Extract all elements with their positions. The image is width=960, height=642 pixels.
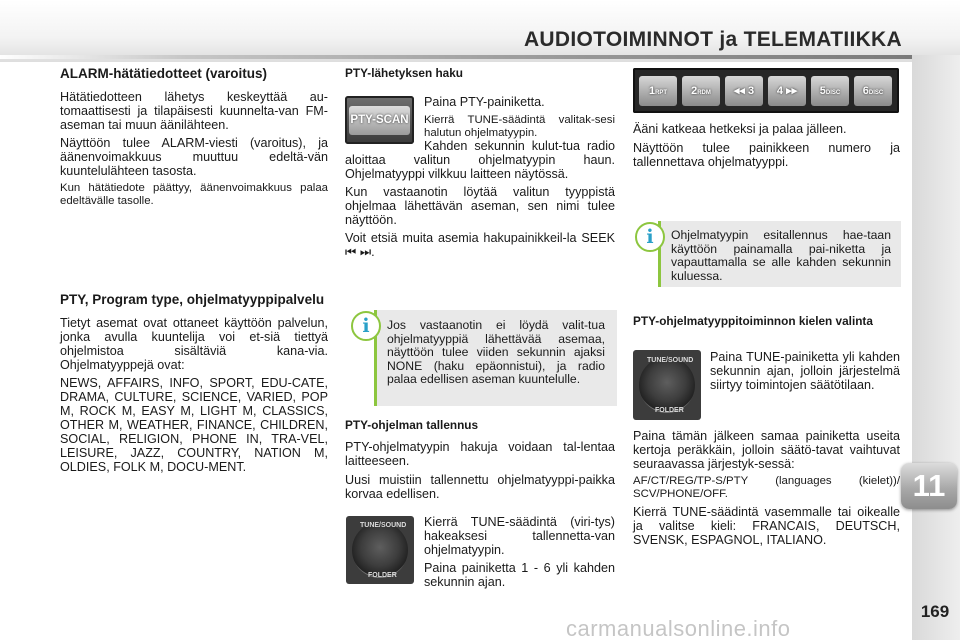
preset-button-4[interactable]: 4 ▸▸ [768, 76, 806, 106]
pty-save-steps [424, 515, 615, 589]
language-section [633, 314, 900, 328]
pty-save-heading: PTY-ohjelman tallennus [345, 418, 479, 432]
search-paragraph-5: Voit etsiä muita asemia hakupainikkeil-la SEEK ⏮ ⏭. [345, 231, 615, 259]
header-rule [0, 55, 912, 59]
pty-type-list: NEWS, AFFAIRS, INFO, SPORT, EDU-CATE, DRAMA, CULTURE, SCIENCE, VARIED, POP M, ROCK M, EASY M, LIGHT M, CLASSICS, OTHER M, WEATHER, FINANCE, CHILDREN, SOCIAL, RELIGION, PHONE IN, TRA-VEL, LEISURE, JAZZ, COUNTRY, NATION M, OLDIES, FOLK M, DOCU-MENT. [60, 376, 328, 474]
right-paragraph-2: Näyttöön tulee painikkeen numero ja tallennettava ohjelmatyyppi. [633, 141, 900, 169]
alarm-paragraph-1: Hätätiedotteen lähetys keskeyttää au-tomaattisesti ja tilapäisesti kuunnelta-van FM-aseman tai muun äänilähteen. [60, 90, 328, 132]
save-step-2: Paina painiketta 1 - 6 yli kahden sekunnin ajan. [424, 561, 615, 589]
preset-button-3[interactable]: ◂◂ 3 [725, 76, 763, 106]
chapter-tab[interactable]: 11 [901, 463, 957, 509]
search-step-1: Paina PTY-painiketta. [424, 95, 545, 109]
knob-label-bottom: FOLDER [655, 407, 684, 414]
right-paragraph-1: Ääni katkeaa hetkeksi ja palaa jälleen. [633, 122, 847, 136]
pty-search-steps [424, 95, 615, 140]
info-box-no-station [374, 310, 617, 406]
alarm-heading: ALARM-hätätiedotteet (varoitus) [60, 66, 268, 81]
save-paragraph-2: Uusi muistiin tallennettu ohjelmatyyppi-paikka korvaa edellisen. [345, 473, 615, 501]
preset-button-1[interactable]: 1RPT [639, 76, 677, 106]
language-sequence: AF/CT/REG/TP-S/PTY (languages (kielet))/ SCV/PHONE/OFF. [633, 475, 900, 500]
info-box-preset [658, 221, 901, 287]
save-step-1: Kierrä TUNE-säädintä (viri-tys) hakeaksesi tallennetta-van ohjelmatyypin. [424, 515, 615, 557]
pty-paragraph-1: Tietyt asemat ovat ottaneet käyttöön palvelun, jonka avulla kuuntelija voi et-siä tiettyä ohjelmistoa sisältäviä kana-via. Ohjelmatyyppejä ovat: [60, 316, 328, 372]
pty-scan-button-image [345, 96, 414, 144]
preset-button-6[interactable]: 6DISC [854, 76, 892, 106]
page-title: AUDIOTOIMINNOT ja TELEMATIIKKA [523, 28, 902, 51]
language-heading: PTY-ohjelmatyyppitoiminnon kielen valinta [633, 314, 873, 328]
middle-column [345, 66, 615, 80]
tune-knob[interactable] [639, 357, 695, 413]
info-icon: i [351, 311, 381, 341]
alarm-paragraph-3: Kun hätätiedote päättyy, äänenvoimakkuus palaa edeltävälle tasolle. [60, 182, 328, 207]
pty-save-section [345, 418, 615, 501]
language-paragraph-1: Paina TUNE-painiketta yli kahden sekunnin ajan, jolloin järjestelmä siirtyy toimintojen säätötilaan. [710, 350, 900, 392]
knob-label-bottom: FOLDER [368, 572, 397, 579]
tune-knob-image-2 [633, 350, 701, 420]
language-paragraph-4: Kierrä TUNE-säädintä vasemmalle tai oikealle ja valitse kieli: FRANCAIS, DEUTSCH, SVENSK, ESPAGNOL, ITALIANO. [633, 505, 900, 547]
search-paragraph-3: Kahden sekunnin kulut-tua radio aloittaa valitun ohjelmatyypin haun. Ohjelmatyyppi vilkkuu laitteen näytössä. [345, 139, 615, 181]
knob-label-top: TUNE/SOUND [647, 357, 694, 364]
pty-search-body [345, 139, 615, 259]
info-icon: i [635, 222, 665, 252]
tune-knob-image [346, 516, 414, 584]
tune-knob[interactable] [352, 522, 408, 578]
preset-button-5[interactable]: 5DISC [811, 76, 849, 106]
save-paragraph-1: PTY-ohjelmatyypin hakuja voidaan tal-lentaa laitteeseen. [345, 440, 615, 468]
page-number: 169 [920, 602, 950, 621]
right-top-text [633, 122, 900, 169]
pty-heading: PTY, Program type, ohjelmatyyppipalvelu [60, 292, 325, 307]
search-paragraph-4: Kun vastaanotin löytää valitun tyyppistä ohjelmaa lähettävän aseman, sen nimi tulee näyttöön. [345, 185, 615, 227]
chapter-sidebar [912, 55, 960, 640]
knob-label-top: TUNE/SOUND [360, 522, 407, 529]
info-text-no-station: Jos vastaanotin ei löydä valit-tua ohjelmatyyppiä lähettävää asemaa, näyttöön tulee viiden sekunnin ajaksi NONE (haku epäonnistui), ja radio palaa edellisen aseman kuuntelulle. [387, 318, 605, 386]
alarm-paragraph-2: Näyttöön tulee ALARM-viesti (varoitus), ja äänenvoimakkuus muuttuu edeltä-vän kuuntelulähteen tasosta. [60, 136, 328, 178]
language-body [633, 429, 900, 547]
language-paragraph-2: Paina tämän jälkeen samaa painiketta useita kertoja peräkkäin, jolloin säätö-tavat vaihtuvat seuraavassa järjestyk-sessä: [633, 429, 900, 471]
preset-buttons-image [633, 68, 899, 113]
info-text-preset: Ohjelmatyypin esitallennus hae-taan käyttöön painamalla pai-niketta ja vapauttamalla se alle kahden sekunnin kuluessa. [671, 228, 891, 283]
pty-search-heading: PTY-lähetyksen haku [345, 66, 464, 80]
search-step-2: Kierrä TUNE-säädintä valitak-sesi halutun ohjelmatyypin. [424, 114, 615, 139]
pty-section [60, 292, 328, 474]
language-step-1 [710, 350, 900, 392]
pty-scan-button[interactable]: PTY-SCAN [349, 106, 410, 135]
preset-button-2[interactable]: 2RDM [682, 76, 720, 106]
left-column [60, 66, 328, 208]
watermark: carmanualsonline.info [566, 616, 791, 641]
